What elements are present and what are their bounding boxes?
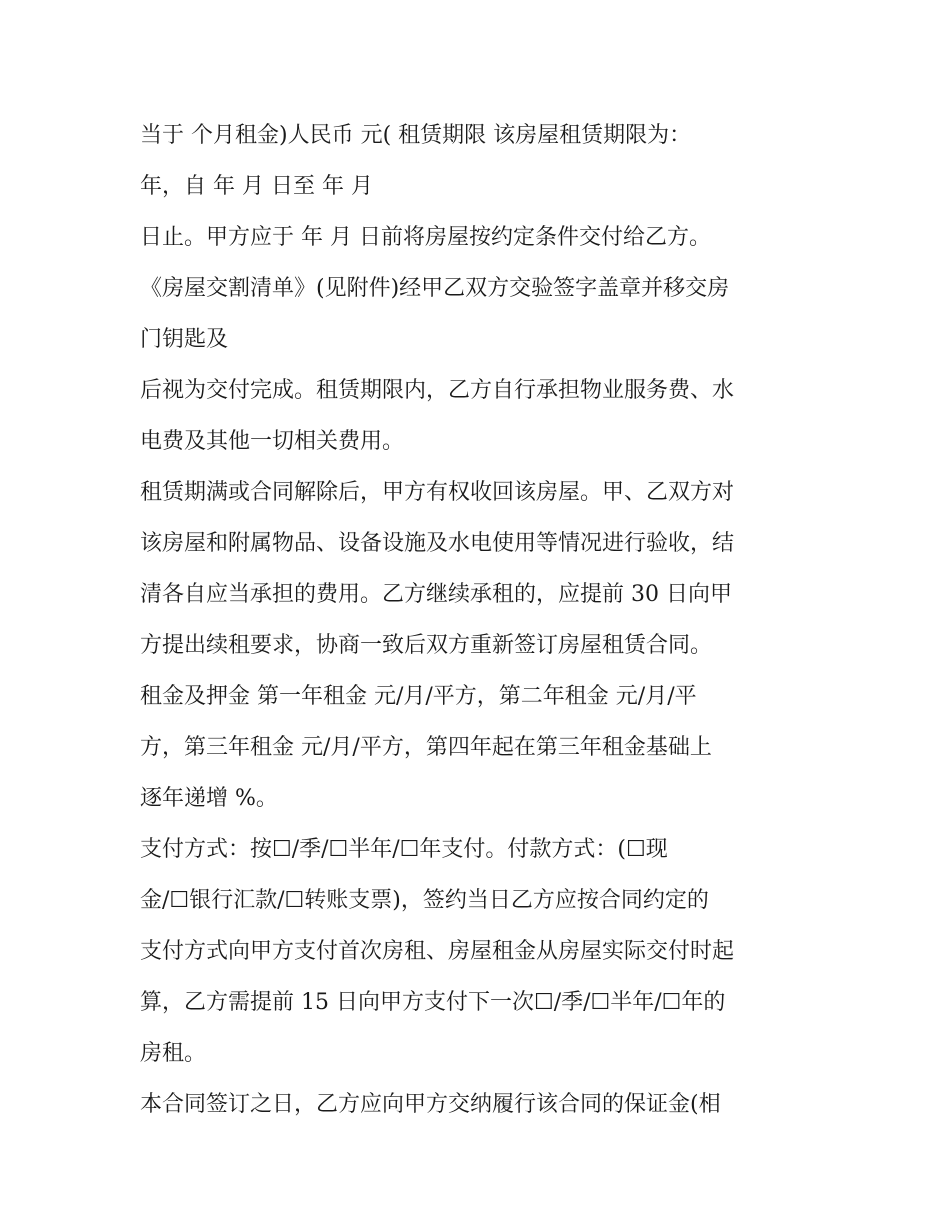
text-line: 日止。甲方应于 年 月 日前将房屋按约定条件交付给乙方。 <box>140 225 711 250</box>
text-line: 金/☐银行汇款/☐转账支票)，签约当日乙方应按合同约定的 <box>140 888 709 913</box>
text-line: 房租。 <box>140 1041 207 1066</box>
text-line: 后视为交付完成。租赁期限内，乙方自行承担物业服务费、水 <box>140 378 735 403</box>
contract-text-block <box>140 110 820 1130</box>
text-line: 支付方式向甲方支付首次房租、房屋租金从房屋实际交付时起 <box>140 939 735 964</box>
text-line: 门钥匙及 <box>140 327 229 352</box>
text-line: 《房屋交割清单》(见附件)经甲乙双方交验签字盖章并移交房 <box>140 276 730 301</box>
text-line: 逐年递增 %。 <box>140 786 278 811</box>
text-line: 当于 个月租金)人民币 元( 租赁期限 该房屋租赁期限为： <box>140 123 692 148</box>
text-line: 租金及押金 第一年租金 元/月/平方，第二年租金 元/月/平 <box>140 684 697 709</box>
text-line: 该房屋和附属物品、设备设施及水电使用等情况进行验收，结 <box>140 531 735 556</box>
text-line: 方提出续租要求，协商一致后双方重新签订房屋租赁合同。 <box>140 633 713 658</box>
text-line: 算，乙方需提前 15 日向甲方支付下一次☐/季/☐半年/☐年的 <box>140 990 726 1015</box>
text-line: 电费及其他一切相关费用。 <box>140 429 405 454</box>
text-line: 租赁期满或合同解除后，甲方有权收回该房屋。甲、乙双方对 <box>140 480 735 505</box>
text-line: 方，第三年租金 元/月/平方，第四年起在第三年租金基础上 <box>140 735 712 760</box>
text-line: 清各自应当承担的费用。乙方继续承租的，应提前 30 日向甲 <box>140 582 732 607</box>
text-line: 支付方式：按☐/季/☐半年/☐年支付。付款方式：(☐现 <box>140 837 668 862</box>
text-line: 本合同签订之日，乙方应向甲方交纳履行该合同的保证金(相 <box>140 1092 721 1117</box>
text-line: 年，自 年 月 日至 年 月 <box>140 174 373 199</box>
